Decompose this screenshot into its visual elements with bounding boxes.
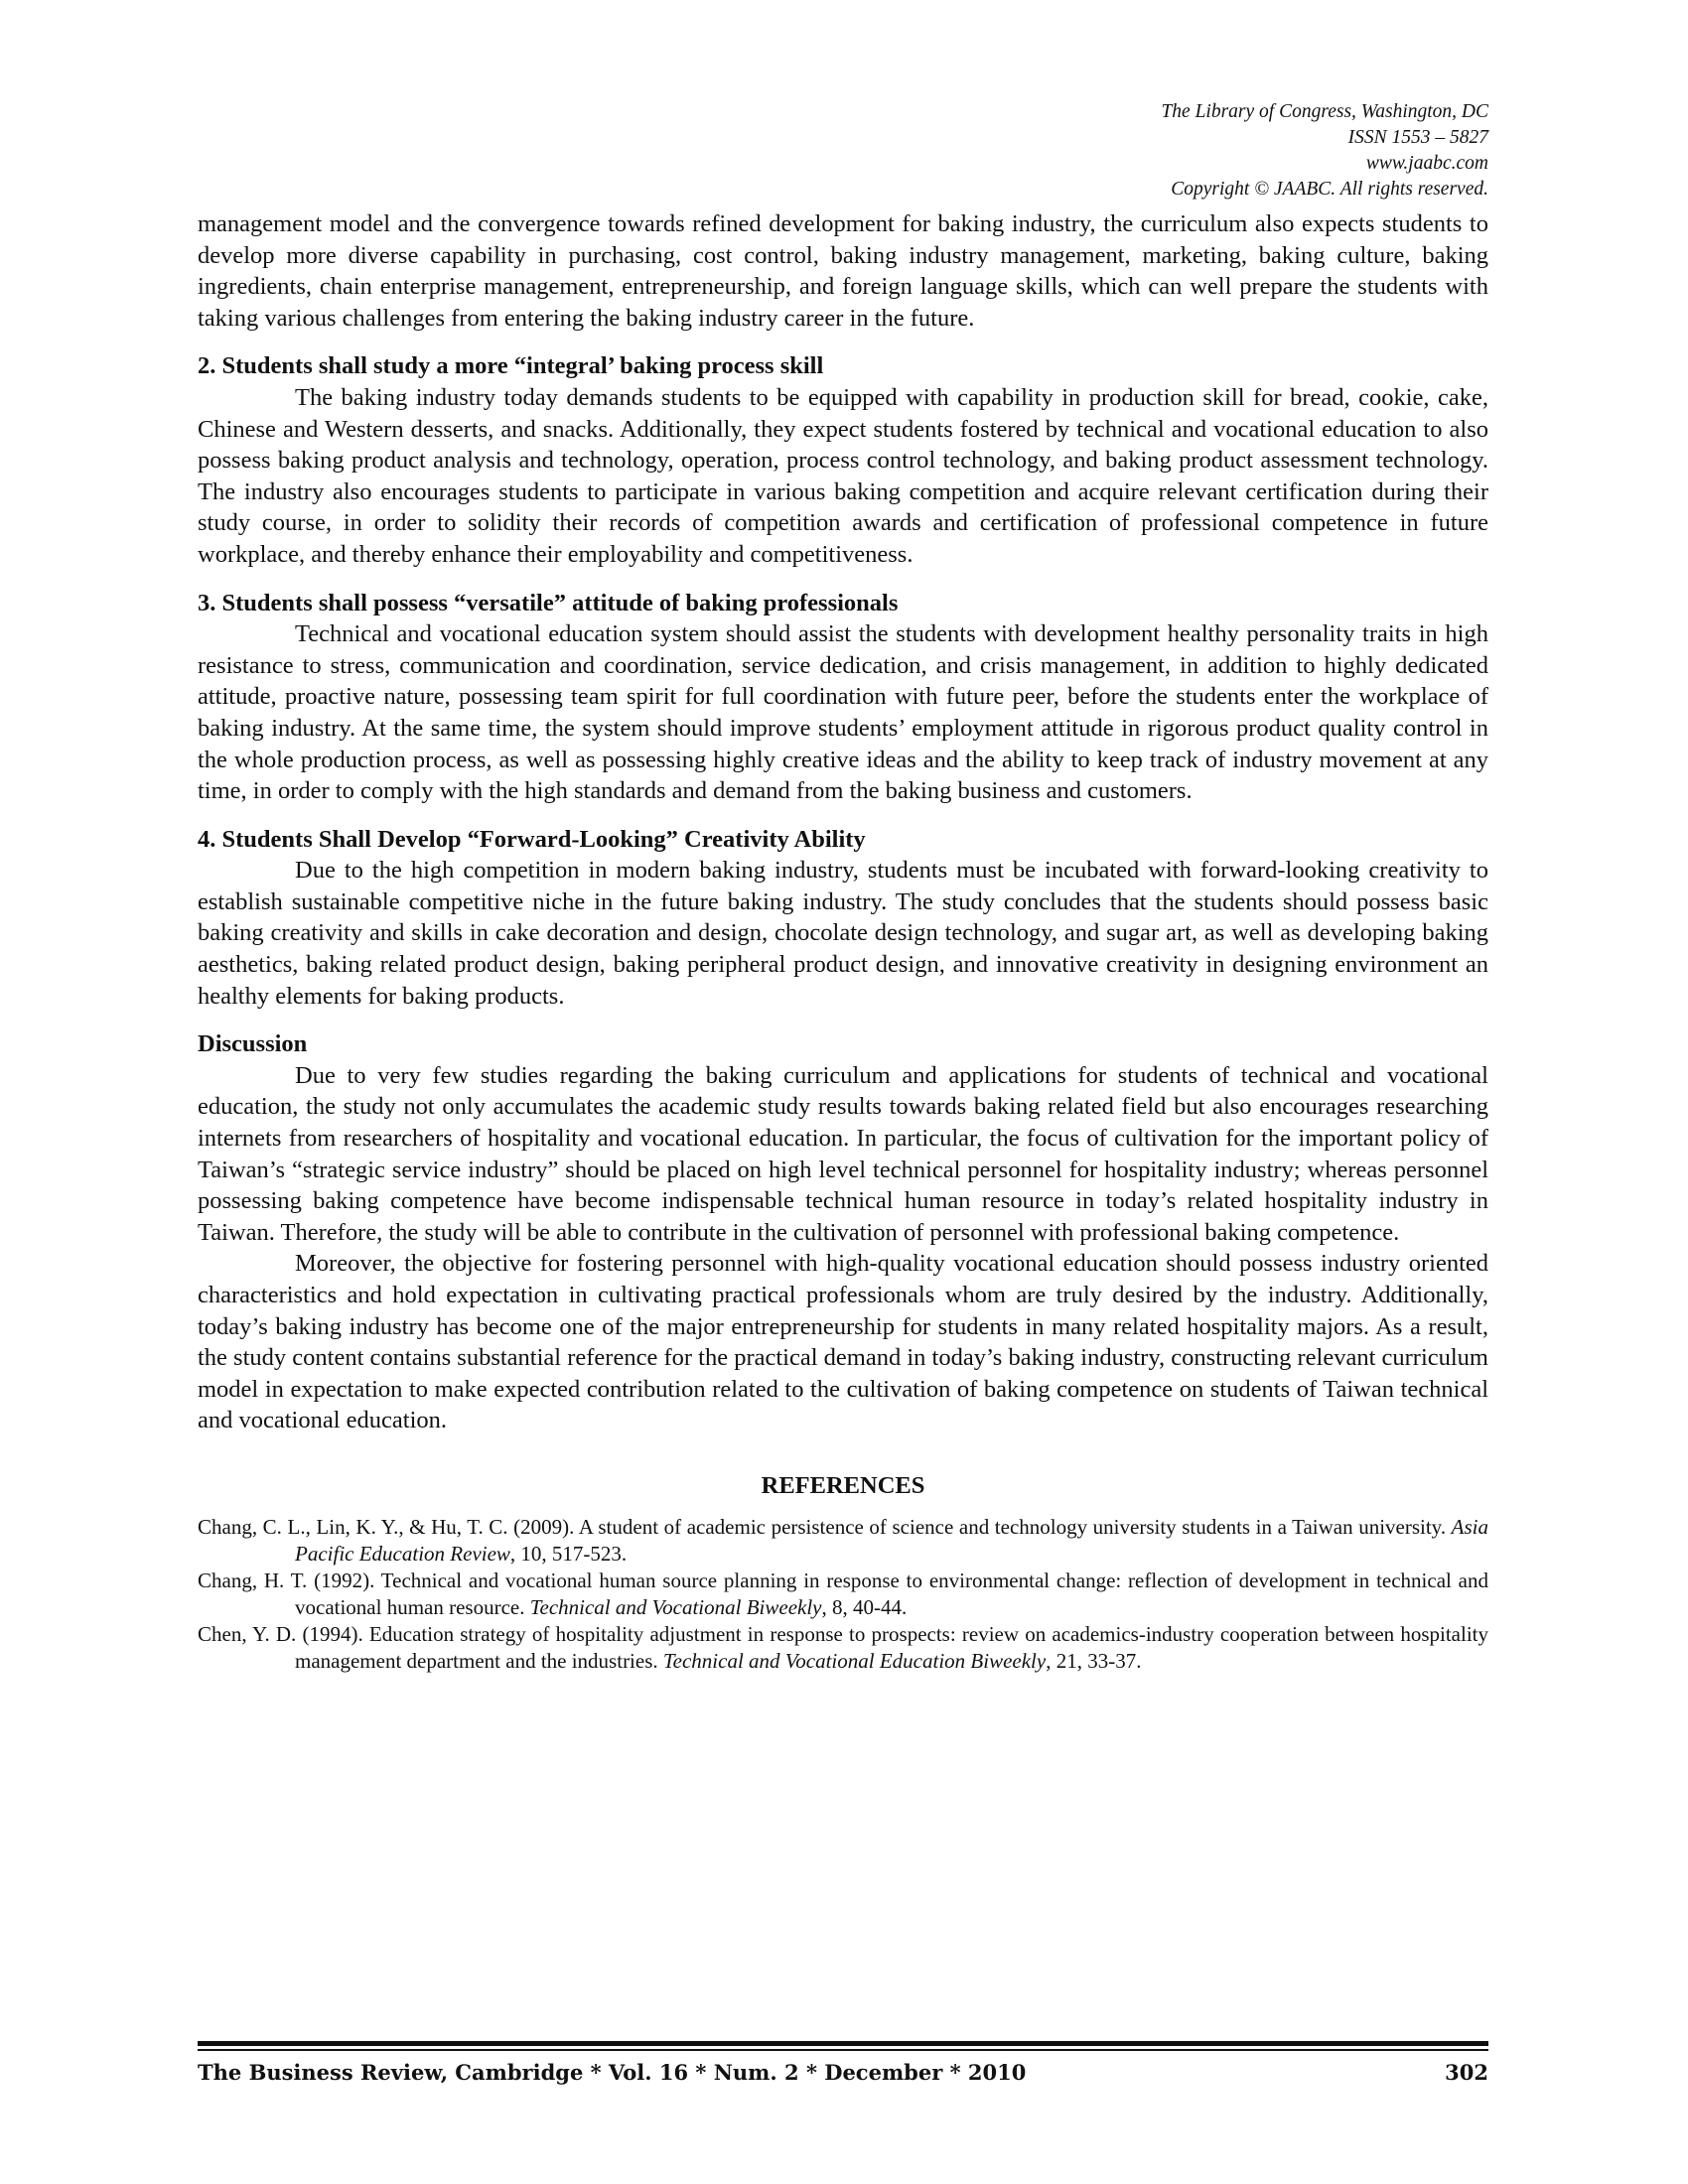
reference-tail: , 21, 33-37. [1046,1648,1142,1673]
references-list [198,1514,1488,1675]
running-header [1161,99,1488,203]
references-title: REFERENCES [761,1471,925,1499]
reference-source: Asia Pacific Education Review [295,1514,1488,1566]
section-heading: 2. Students shall study a more “integral’ baking process skill [198,352,824,380]
header-issn: ISSN 1553 – 5827 [1347,127,1488,148]
discussion-paragraph-2: Moreover, the objective for fostering personnel with high-quality vocational education should possess industry oriented characteristics and hold expectation in cultivating practical professionals whom are truly desired by the industry. Additionally, today’s baking industry has become one of the major entrepreneurship for students in many related hospitality majors. As a result, the study content contains substantial reference for the practical demand in today’s baking industry, constructing relevant curriculum model in expectation to make expected contribution related to the cultivation of baking competence on students of Taiwan technical and vocational education. [198,1250,1488,1434]
reference-lead: Chen, Y. D. (1994). Education strategy of hospitality adjustment in response to prospects: review on academics-industry cooperation between hospitality management department and the industries. [198,1621,1488,1673]
section-integral-skill [198,350,1488,570]
section-versatile-attitude [198,588,1488,807]
reference-tail: , 10, 517-523. [509,1541,628,1566]
reference-item [198,1568,1488,1621]
header-library: The Library of Congress, Washington, DC [1161,101,1488,122]
section-heading: 3. Students shall possess “versatile” attitude of baking professionals [198,589,899,616]
discussion-paragraph-1: Due to very few studies regarding the baking curriculum and applications for students of technical and vocational education, the study not only accumulates the academic study results towards baking related field but also encourages researching internets from researchers of hospitality and vocational education. In particular, the focus of cultivation for the important policy of Taiwan’s “strategic service industry” should be placed on high level technical personnel for hospitality industry; whereas personnel possessing baking competence have become indispensable technical human resource in today’s related hospitality industry in Taiwan. Therefore, the study will be able to contribute in the cultivation of personnel with professional baking competence. [198,1061,1488,1246]
document-page [198,0,1488,2184]
header-website: www.jaabc.com [1365,153,1488,174]
section-paragraph: The baking industry today demands students to be equipped with capability in production skill for bread, cookie, cake, Chinese and Western desserts, and snacks. Additionally, they expect students fostered by technical and vocational education to also possess baking product analysis and technology, operation, process control technology, and baking product assessment technology. The industry also encourages students to participate in various baking competition and acquire relevant certification during their study course, in order to solidity their records of competition awards and certification of professional competence in future workplace, and thereby enhance their employability and competitiveness. [198,383,1488,568]
header-copyright: Copyright © JAABC. All rights reserved. [1171,179,1488,200]
page-number: 302 [1445,2060,1488,2085]
section-paragraph: Technical and vocational education system should assist the students with development healthy personality traits in high resistance to stress, communication and coordination, service dedication, and crisis management, in addition to highly dedicated attitude, proactive nature, possessing team spirit for full coordination with future peer, before the students enter the workplace of baking industry. At the same time, the system should improve students’ employment attitude in rigorous product quality control in the whole production process, as well as possessing highly creative ideas and the ability to keep track of industry movement at any time, in order to comply with the high standards and demand from the baking business and customers. [198,620,1488,805]
reference-source: Technical and Vocational Education Biweekly [662,1648,1047,1673]
footer-rule [198,2049,1488,2051]
section-heading: 4. Students Shall Develop “Forward-Looking” Creativity Ability [198,825,866,853]
intro-paragraph: management model and the convergence towards refined development for baking industry, the curriculum also expects students to develop more diverse capability in purchasing, cost control, baking industry management, marketing, baking culture, baking ingredients, chain enterprise management, entrepreneurship, and foreign language skills, which can well prepare the students with taking various challenges from entering the baking industry career in the future. [198,210,1488,332]
reference-item [198,1621,1488,1675]
section-creativity-ability [198,824,1488,1013]
reference-lead: Chang, C. L., Lin, K. Y., & Hu, T. C. (2009). A student of academic persistence of science and technology university students in a Taiwan university. [198,1514,1452,1539]
section-paragraph: Due to the high competition in modern baking industry, students must be incubated with forward-looking creativity to establish sustainable competitive niche in the future baking industry. The study concludes that the students should possess basic baking creativity and skills in cake decoration and design, chocolate design technology, and sugar art, as well as developing baking aesthetics, baking related product design, baking peripheral product design, and innovative creativity in designing environment an healthy elements for baking products. [198,857,1488,1010]
reference-item [198,1514,1488,1568]
running-footer [198,2053,1488,2093]
discussion-heading: Discussion [198,1030,308,1058]
footer-journal-citation: The Business Review, Cambridge * Vol. 16 * Num. 2 * December * 2010 [198,2060,1027,2085]
article-body [198,208,1488,1675]
reference-lead: Chang, H. T. (1992). Technical and vocational human source planning in response to environmental change: reflection of development in technical and vocational human resource. [198,1568,1488,1619]
reference-source: Technical and Vocational Biweekly [529,1594,822,1619]
section-discussion [198,1028,1488,1436]
footer-rule [198,2041,1488,2046]
reference-tail: , 8, 40-44. [821,1594,908,1619]
